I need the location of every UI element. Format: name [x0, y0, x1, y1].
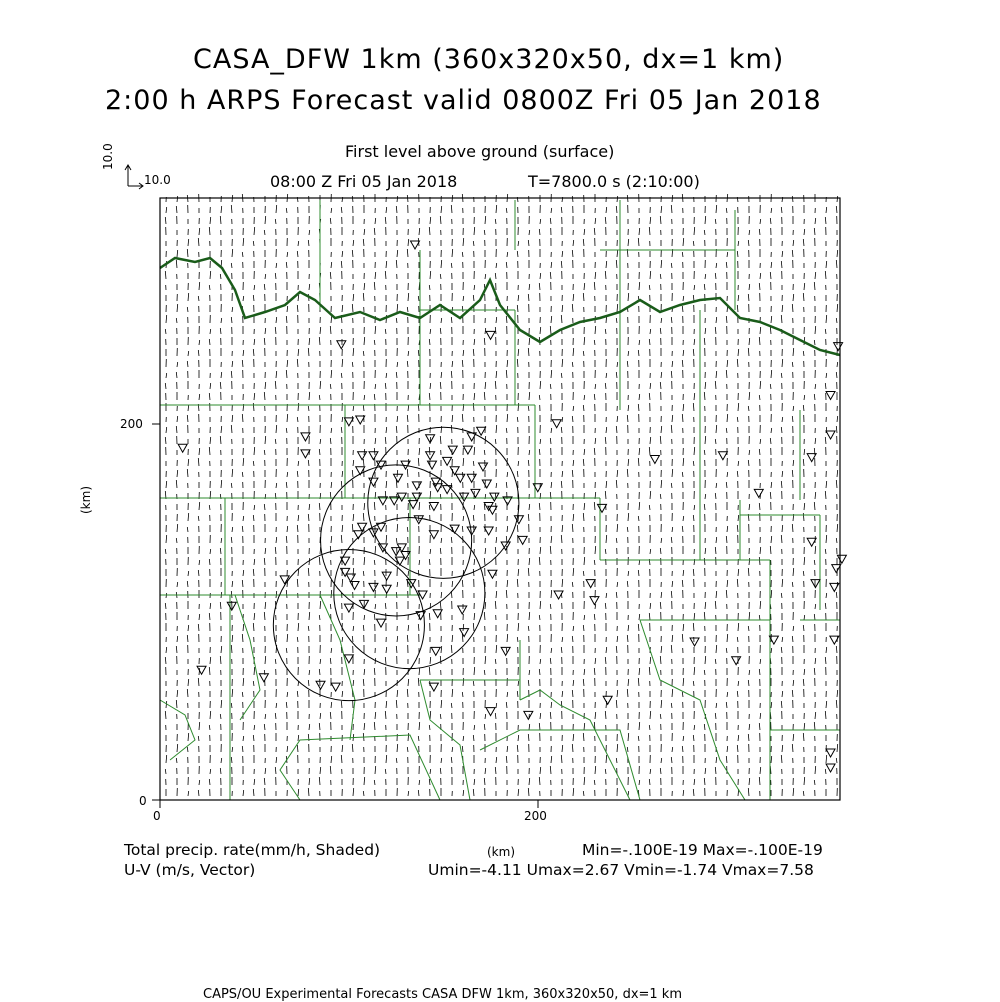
station-marker: [428, 461, 437, 469]
station-marker: [358, 523, 367, 531]
station-marker: [412, 493, 421, 501]
station-marker: [412, 482, 421, 490]
station-marker: [486, 331, 495, 339]
valid-time: 08:00 Z Fri 05 Jan 2018: [270, 172, 458, 191]
field-min-max: Min=-.100E-19 Max=-.100E-19: [582, 841, 823, 859]
station-marker: [479, 463, 488, 471]
station-marker: [650, 455, 659, 463]
station-marker: [460, 629, 469, 637]
station-marker: [460, 493, 469, 501]
station-marker: [754, 489, 763, 497]
station-marker: [401, 551, 410, 559]
station-marker: [514, 516, 523, 524]
station-marker: [586, 580, 595, 588]
station-marker: [443, 457, 452, 465]
station-marker: [488, 570, 497, 578]
vector-field-label: U-V (m/s, Vector): [124, 861, 256, 879]
station-marker: [344, 604, 353, 612]
station-marker: [429, 683, 438, 691]
radar-ring-4: [273, 549, 424, 700]
station-marker: [826, 764, 835, 772]
station-marker: [448, 446, 457, 454]
station-marker: [316, 681, 325, 689]
wind-component-range: Umin=-4.11 Umax=2.67 Vmin=-1.74 Vmax=7.58: [428, 861, 814, 879]
station-marker: [484, 527, 493, 535]
station-marker: [826, 392, 835, 400]
station-marker: [394, 474, 403, 482]
time-step: T=7800.0 s (2:10:00): [528, 172, 700, 191]
station-marker: [463, 446, 472, 454]
station-marker: [429, 503, 438, 511]
station-marker: [603, 696, 612, 704]
station-marker: [811, 580, 820, 588]
station-marker: [458, 606, 467, 614]
station-marker: [471, 489, 480, 497]
station-marker: [411, 241, 420, 249]
station-marker: [477, 427, 486, 435]
station-marker: [490, 493, 499, 501]
station-marker: [431, 478, 440, 486]
station-marker: [178, 444, 187, 452]
shaded-field-label: Total precip. rate(mm/h, Shaded): [124, 841, 381, 859]
x-tick-label-0: 0: [153, 809, 161, 823]
station-marker: [337, 341, 346, 349]
station-marker: [450, 467, 459, 475]
footer-credit: CAPS/OU Experimental Forecasts CASA DFW 1km, 360x320x50, dx=1 km: [203, 987, 683, 1002]
station-marker: [197, 666, 206, 674]
station-marker: [456, 474, 465, 482]
station-marker: [826, 431, 835, 439]
station-marker: [358, 452, 367, 460]
wind-vectors: [165, 194, 837, 796]
station-marker: [718, 452, 727, 460]
station-marker: [301, 450, 310, 458]
title-line-1: CASA_DFW 1km (360x320x50, dx=1 km): [193, 44, 785, 75]
station-marker: [518, 536, 527, 544]
station-marker: [356, 416, 365, 424]
station-marker: [259, 674, 268, 682]
level-label: First level above ground (surface): [345, 142, 615, 161]
station-marker: [482, 480, 491, 488]
station-marker: [524, 711, 533, 719]
y-axis-unit: (km): [79, 485, 93, 514]
station-marker: [467, 474, 476, 482]
station-marker: [590, 597, 599, 605]
station-marker: [392, 548, 401, 556]
station-marker: [834, 343, 843, 351]
radar-ring-3: [334, 518, 485, 669]
title-line-2: 2:00 h ARPS Forecast valid 0800Z Fri 05 Jan 2018: [105, 85, 822, 116]
station-marker: [832, 565, 841, 573]
station-marker: [377, 619, 386, 627]
station-marker: [443, 486, 452, 494]
station-marker: [732, 657, 741, 665]
station-marker: [369, 529, 378, 537]
station-marker: [486, 708, 495, 716]
station-marker: [344, 418, 353, 426]
station-marker: [331, 683, 340, 691]
station-marker: [690, 638, 699, 646]
radar-ring-1: [368, 427, 519, 578]
station-marker: [369, 583, 378, 591]
x-tick-label-200: 200: [524, 809, 547, 823]
station-marker: [382, 572, 391, 580]
station-marker: [429, 531, 438, 539]
station-marker: [837, 555, 846, 563]
station-marker: [346, 574, 355, 582]
station-marker: [369, 452, 378, 460]
station-marker: [431, 647, 440, 655]
y-tick-label-0: 0: [139, 794, 147, 808]
wind-vector-field: [165, 194, 837, 796]
vector-key-vertical-label: 10.0: [101, 143, 115, 170]
y-tick-label-200: 200: [120, 417, 143, 431]
station-marker: [350, 582, 359, 590]
station-marker: [450, 525, 459, 533]
station-marker: [382, 585, 391, 593]
station-marker: [598, 504, 607, 512]
station-marker: [301, 433, 310, 441]
station-marker: [501, 647, 510, 655]
vector-key-horizontal-label: 10.0: [144, 173, 171, 187]
station-marker: [826, 749, 835, 757]
radar-coverage-rings: [273, 427, 519, 700]
x-axis-unit: (km): [487, 845, 516, 859]
station-marker: [552, 420, 561, 428]
vector-key-arrows: [125, 165, 143, 189]
